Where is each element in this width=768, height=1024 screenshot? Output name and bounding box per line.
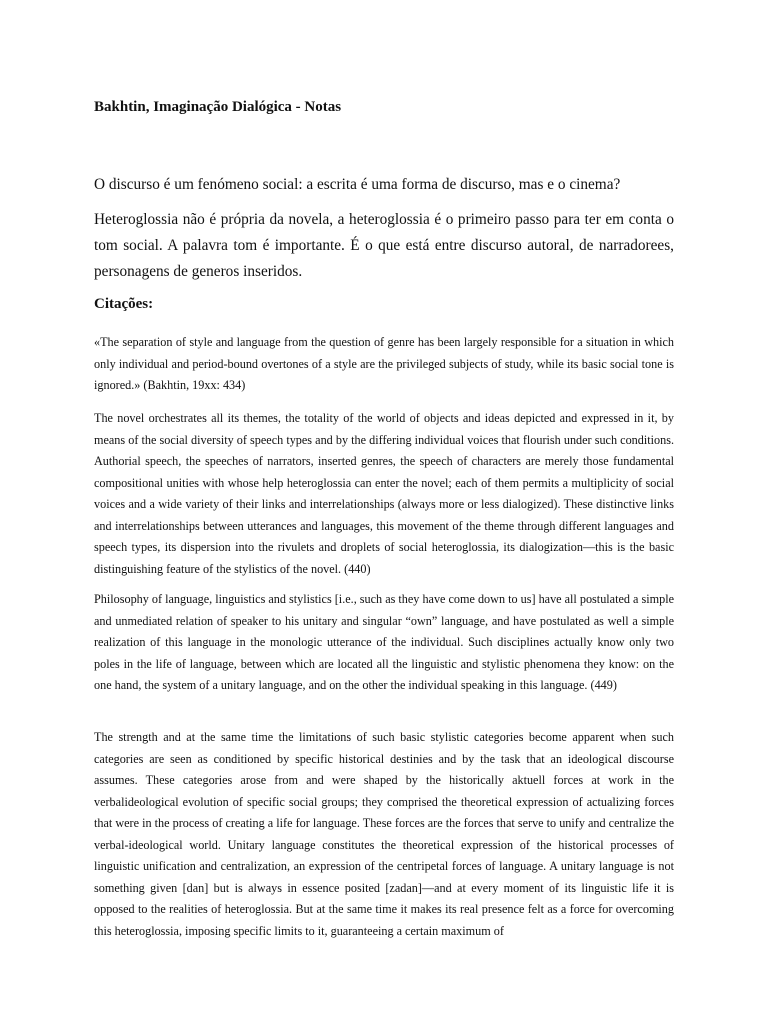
citation-2: The novel orchestrates all its themes, the totality of the world of objects and ideas depicted and expressed in it, by means of the social diversity of speech types and by the differing individual voices that flourish under such conditions. Authorial speech, the speeches of narrators, inserted genres, the speech of characters are merely those fundamental compositional unities with whose help heteroglossia can enter the novel; each of them permits a multiplicity of social voices and a wide variety of their links and interrelationships (always more or less dialogized). These distinctive links and interrelationships between utterances and languages, this movement of the theme through different languages and speech types, its dispersion into the rivulets and droplets of social heteroglossia, its dialogization—this is the basic distinguishing feature of the stylistics of the novel. (440) [94, 411, 674, 576]
document-title: Bakhtin, Imaginação Dialógica - Notas [94, 99, 342, 115]
intro-paragraph-1: O discurso é um fenómeno social: a escrita é uma forma de discurso, mas e o cinema? [94, 176, 621, 193]
citations-heading: Citações: [94, 296, 154, 312]
citation-1: «The separation of style and language from the question of genre has been largely responsible for a situation in which only individual and period-bound overtones of a style are the privileged subjects of study, while its basic social tone is ignored.» (Bakhtin, 19xx: 434) [94, 335, 674, 392]
intro-paragraph-2: Heteroglossia não é própria da novela, a heteroglossia é o primeiro passo para ter em conta o tom social. A palavra tom é importante. É o que está entre discurso autoral, de narradorees, personagens de generos inseridos. [94, 211, 674, 280]
citation-4: The strength and at the same time the limitations of such basic stylistic categories become apparent when such categories are seen as conditioned by specific historical destinies and by the task that an ideological discourse assumes. These categories arose from and were shaped by the historically aktuell forces at work in the verbalideological evolution of specific social groups; they comprised the theoretical expression of actualizing forces that were in the process of creating a life for language. These forces are the forces that serve to unify and centralize the verbal-ideological world. Unitary language constitutes the theoretical expression of the historical processes of linguistic unification and centralization, an expression of the centripetal forces of language. A unitary language is not something given [dan] but is always in essence posited [zadan]—and at every moment of its linguistic life it is opposed to the realities of heteroglossia. But at the same time it makes its real presence felt as a force for overcoming this heteroglossia, imposing specific limits to it, guaranteeing a certain maximum of [94, 730, 674, 938]
citation-3: Philosophy of language, linguistics and stylistics [i.e., such as they have come down to us] have all postulated a simple and unmediated relation of speaker to his unitary and singular “own” language, and have postulated as well a simple realization of this language in the monologic utterance of the individual. Such disciplines actually know only two poles in the life of language, between which are located all the linguistic and stylistic phenomena they know: on the one hand, the system of a unitary language, and on the other the individual speaking in this language. (449) [94, 592, 674, 692]
